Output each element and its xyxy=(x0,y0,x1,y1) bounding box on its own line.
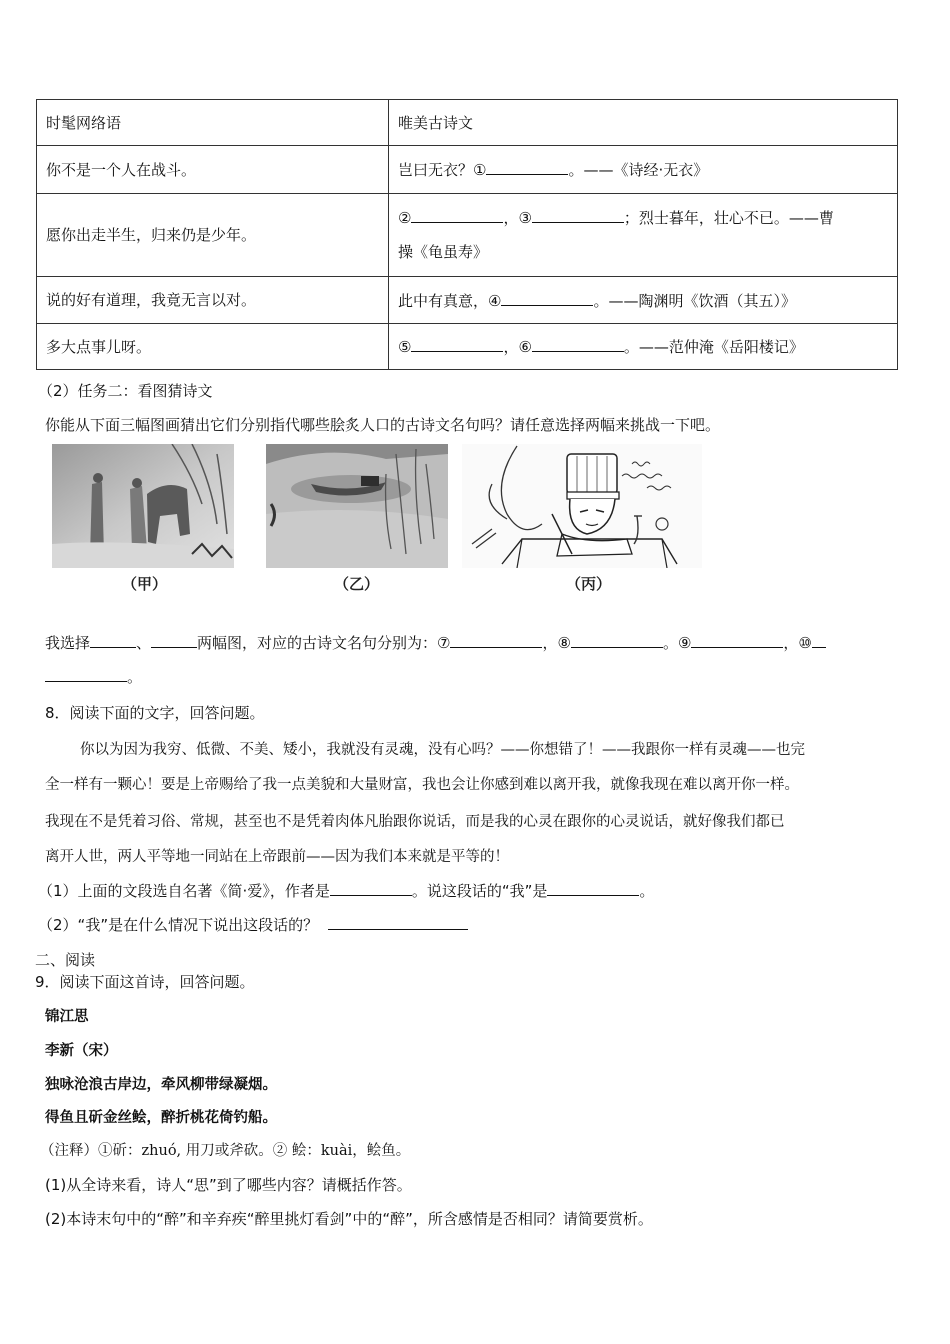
task2-answer-line xyxy=(45,632,826,653)
answer-text: 、 xyxy=(136,634,152,652)
task2-instruction: 你能从下面三幅图画猜出它们分别指代哪些脍炙人口的古诗文名句吗？请任意选择两幅来挑战一下吧。 xyxy=(45,416,721,434)
poem-cell xyxy=(389,146,898,194)
poem-text: ，③ xyxy=(503,209,532,227)
table-header-cell: 时髦网络语 xyxy=(37,100,389,146)
table-row xyxy=(37,324,898,370)
answer-blank-9[interactable] xyxy=(691,632,783,648)
poem-source: 。——《诗经·无衣》 xyxy=(568,161,709,179)
poem-line: 得鱼且斫金丝鲙，醉折桃花倚钓船。 xyxy=(45,1109,277,1126)
poem-source: 。——范仲淹《岳阳楼记》 xyxy=(623,338,804,356)
question-text: （2）“我”是在什么情况下说出这段话的？ xyxy=(38,916,319,934)
poem-text: ② xyxy=(398,209,412,227)
poem-text: ，⑥ xyxy=(503,338,532,356)
answer-blank-7[interactable] xyxy=(450,632,542,648)
picture-bing xyxy=(462,444,702,568)
picture-choice-blank-2[interactable] xyxy=(151,632,197,648)
q8-sub1 xyxy=(38,880,654,901)
table-header-row xyxy=(37,100,898,146)
net-phrase-cell: 多大点事儿呀。 xyxy=(37,324,389,370)
poem-cell xyxy=(389,324,898,370)
speaker-blank[interactable] xyxy=(547,880,639,896)
answer-blank-10-start[interactable] xyxy=(812,632,826,648)
q9-sub1: (1)从全诗来看，诗人“思”到了哪些内容？请概括作答。 xyxy=(45,1176,412,1194)
answer-text: 。 xyxy=(127,668,143,686)
picture-bing-label: （丙） xyxy=(566,575,612,593)
situation-blank[interactable] xyxy=(328,914,468,930)
net-phrase-cell: 愿你出走半生，归来仍是少年。 xyxy=(37,194,389,277)
answer-blank-1[interactable] xyxy=(486,159,568,175)
question-text: 。 xyxy=(639,882,655,900)
answer-text: 两幅图，对应的古诗文名句分别为：⑦ xyxy=(197,634,451,652)
q8-sub2 xyxy=(38,914,468,935)
answer-text: ，⑧ xyxy=(542,634,571,652)
section-title: 二、阅读 xyxy=(35,951,96,969)
table-row xyxy=(37,146,898,194)
question-text: 。说这段话的“我”是 xyxy=(411,882,548,900)
question-text: （1）上面的文段选自名著《简·爱》，作者是 xyxy=(38,882,330,900)
picture-jia-label: （甲） xyxy=(122,575,168,593)
q8-passage-line: 全一样有一颗心！要是上帝赐给了我一点美貌和大量财富，我也会让你感到难以离开我，就像我现在难以离开你一样。 xyxy=(45,777,799,793)
poem-source: 。——陶渊明《饮酒（其五）》 xyxy=(593,291,796,310)
answer-blank-8[interactable] xyxy=(571,632,663,648)
q9-title: 9．阅读下面这首诗，回答问题。 xyxy=(35,973,255,991)
q8-passage-line: 离开人世，两人平等地一同站在上帝跟前——因为我们本来就是平等的！ xyxy=(45,849,509,865)
answer-blank-5[interactable] xyxy=(411,336,503,352)
poem-cell xyxy=(389,194,898,277)
poem-text: 岂曰无衣？① xyxy=(398,161,487,179)
task2-answer-line-cont xyxy=(45,666,142,687)
poem-text: ⑤ xyxy=(398,338,412,356)
picture-yi-label: （乙） xyxy=(334,575,380,593)
answer-blank-6[interactable] xyxy=(532,336,624,352)
q8-passage-line: 你以为因为我穷、低微、不美、矮小，我就没有灵魂，没有心吗？——你想错了！——我跟你一样有灵魂——也完 xyxy=(80,742,805,758)
net-phrase-cell: 你不是一个人在战斗。 xyxy=(37,146,389,194)
poem-line: 独咏沧浪古岸边，牵风柳带绿凝烟。 xyxy=(45,1076,277,1093)
answer-text: ，⑩ xyxy=(783,634,812,652)
poem-author: 李新（宋） xyxy=(45,1042,118,1059)
table-row xyxy=(37,194,898,277)
author-blank[interactable] xyxy=(330,880,412,896)
picture-yi xyxy=(266,444,448,568)
answer-blank-4[interactable] xyxy=(501,290,593,306)
poem-text: ；烈士暮年，壮心不已。——曹 xyxy=(623,209,834,227)
answer-blank-3[interactable] xyxy=(532,207,624,223)
poem-text: 此中有真意，④ xyxy=(398,291,502,310)
q9-sub2: (2)本诗末句中的“醉”和辛弃疾“醉里挑灯看剑”中的“醉”，所含感情是否相同？请简要赏析。 xyxy=(45,1210,653,1228)
poem-matching-table xyxy=(36,99,898,370)
net-phrase-cell: 说的好有道理，我竟无言以对。 xyxy=(37,277,389,324)
poem-title: 锦江思 xyxy=(45,1008,89,1025)
table-header-cell: 唯美古诗文 xyxy=(389,100,898,146)
picture-jia xyxy=(52,444,234,568)
q8-title: 8．阅读下面的文字，回答问题。 xyxy=(45,704,265,722)
poem-note: （注释）①斫：zhuó, 用刀或斧砍。② 鲙：kuài，鲙鱼。 xyxy=(40,1143,411,1159)
poem-source: 操《龟虽寿》 xyxy=(398,243,489,261)
answer-blank-10-end[interactable] xyxy=(45,666,127,682)
poem-cell xyxy=(389,277,898,324)
q8-passage-line: 我现在不是凭着习俗、常规，甚至也不是凭着肉体凡胎跟你说话，而是我的心灵在跟你的心灵说话，就好像我们都已 xyxy=(45,814,785,830)
task2-heading: （2）任务二：看图猜诗文 xyxy=(38,382,213,400)
answer-text: 我选择 xyxy=(45,634,91,652)
picture-choice-blank-1[interactable] xyxy=(90,632,136,648)
answer-text: 。⑨ xyxy=(662,634,692,652)
answer-blank-2[interactable] xyxy=(411,207,503,223)
table-row xyxy=(37,277,898,324)
